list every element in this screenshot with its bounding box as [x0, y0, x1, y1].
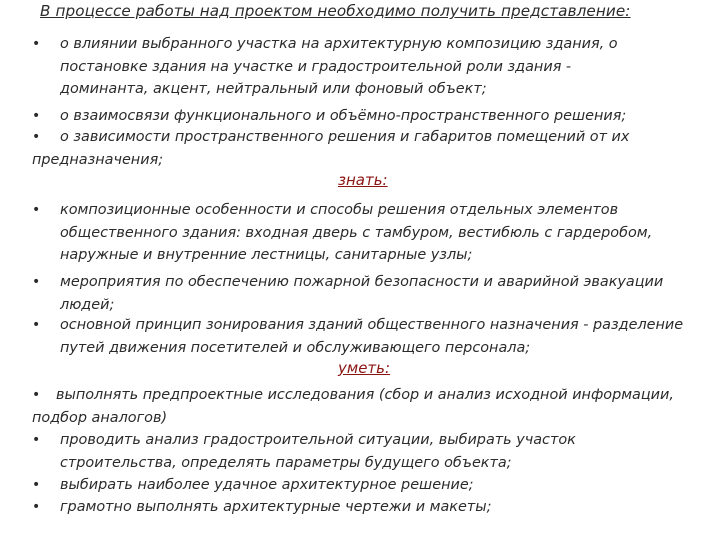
list-item	[32, 126, 629, 171]
page-title: В процессе работы над проектом необходимо получить представление:	[40, 2, 631, 20]
list-item	[32, 496, 491, 519]
item-line: людей;	[60, 296, 115, 313]
bullet: •	[32, 387, 41, 403]
list-item	[32, 33, 618, 101]
bullet: •	[32, 499, 41, 515]
list-item	[32, 474, 474, 497]
item-line: общественного здания: входная дверь с тамбуром, вестибюль с гардеробом,	[60, 224, 653, 241]
section-heading-can: уметь:	[338, 359, 391, 377]
bullet: •	[32, 108, 41, 124]
list-item	[32, 314, 683, 359]
list-item	[32, 199, 652, 267]
bullet: •	[32, 36, 41, 52]
bullet: •	[32, 202, 41, 218]
item-line: строительства, определять параметры будущего объекта;	[60, 454, 512, 471]
item-line: о зависимости пространственного решения и габаритов помещений от их	[60, 129, 630, 145]
bullet: •	[32, 129, 41, 145]
item-line: основной принцип зонирования зданий общественного назначения - разделение	[60, 317, 684, 333]
list-item	[32, 271, 663, 316]
item-line: наружные и внутренние лестницы, санитарные узлы;	[60, 247, 473, 263]
item-line: композиционные особенности и способы решения отдельных элементов	[60, 202, 619, 218]
item-line: предназначения;	[32, 151, 164, 168]
item-line: путей движения посетителей и обслуживающего персонала;	[60, 339, 531, 356]
bullet: •	[32, 317, 41, 333]
item-line: выбирать наиболее удачное архитектурное решение;	[60, 477, 474, 493]
item-line: постановке здания на участке и градостроительной роли здания -	[60, 58, 572, 75]
item-line: подбор аналогов)	[32, 409, 168, 426]
item-line: доминанта, акцент, нейтральный или фоновый объект;	[60, 81, 487, 97]
bullet: •	[32, 274, 41, 290]
item-line: проводить анализ градостроительной ситуации, выбирать участок	[60, 432, 576, 448]
item-line: о взаимосвязи функционального и объёмно-пространственного решения;	[60, 108, 627, 124]
item-line: о влиянии выбранного участка на архитектурную композицию здания, о	[60, 36, 618, 52]
section-heading-know: знать:	[338, 171, 388, 189]
item-line: выполнять предпроектные исследования (сбор и анализ исходной информации,	[56, 387, 674, 403]
item-line: грамотно выполнять архитектурные чертежи и макеты;	[60, 499, 492, 515]
bullet: •	[32, 477, 41, 493]
item-line: мероприятия по обеспечению пожарной безопасности и аварийной эвакуации	[60, 274, 664, 290]
bullet: •	[32, 432, 41, 448]
list-item	[32, 384, 674, 429]
list-item	[32, 105, 626, 128]
list-item	[32, 429, 576, 474]
